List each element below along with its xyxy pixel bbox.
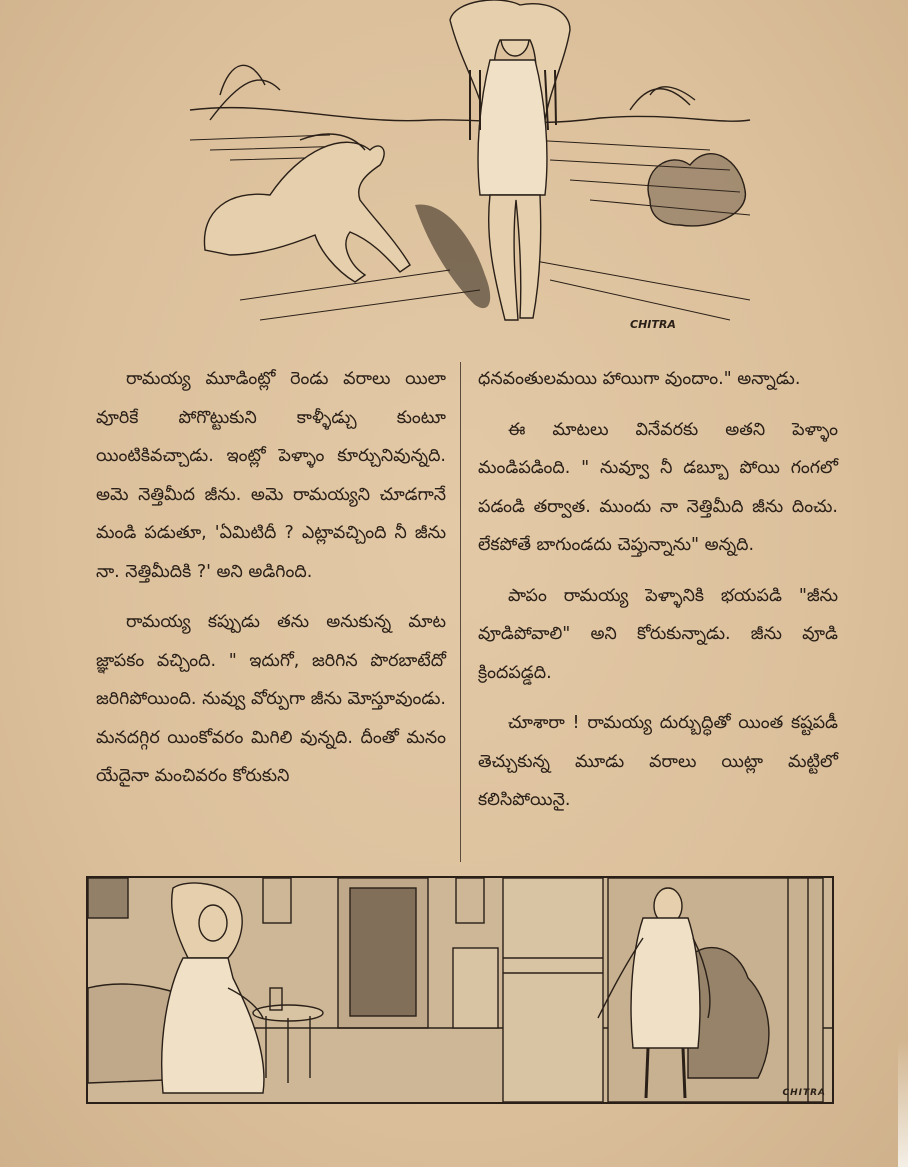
left-paragraph-2: రామయ్య కప్పుడు తను అనుకున్న మాట జ్ఞాపకం వచ్చింది. " ఇదుగో, జరిగిన పొరబాటేదో జరిగిపోయింది. నువ్వు వోర్పుగా జీను మోస్తూవుండు. మనదగ్గిర యింకోవరం మిగిలి వున్నది. దీంతో మనం యేదైనా మంచివరం కోరుకుని — [96, 612, 446, 786]
left-text-column — [96, 360, 446, 808]
left-paragraph-1: రామయ్య మూడింట్లో రెండు వరాలు యిలా వూరికే పోగొట్టుకుని కాళ్ళీడ్చు కుంటూ యింటికివచ్చాడు. ఇంట్లో పెళ్ళాం కూర్చునివున్నది. అమె నెత్తిమీద జీను. అమె రామయ్యని చూడగానే మండి పడుతూ, 'ఏమిటిదీ ? ఎట్లావచ్చింది నీ జీను నా. నెత్తిమీదికి ?' అని అడిగింది. — [96, 369, 446, 582]
right-paragraph-2: ఈ మాటలు వినేవరకు అతని పెళ్ళాం మండిపడింది. " నువ్వూ నీ డబ్బూ పోయి గంగలో పడండి తర్వాత. ముందు నా నెత్తిమీది జీను దించు. లేకపోతే బాగుండదు చెప్తున్నాను" అన్నది. — [478, 419, 838, 555]
right-paragraph-3: పాపం రామయ్య పెళ్ళానికి భయపడి "జీను వూడిపోవాలి" అని కోరుకున్నాడు. జీను వూడి క్రిందపడ్డది. — [478, 585, 838, 683]
right-paragraph-4: చూశారా ! రామయ్య దుర్బుద్ధితో యింత కష్టపడీ తెచ్చుకున్న మూడు వరాలు యిట్లా మట్టిలో కలిసిపోయినై. — [478, 713, 838, 810]
right-paragraph-1: ధనవంతులమయి హాయిగా వుందాం." అన్నాడు. — [478, 369, 801, 389]
top-illustration-signature: CHITRA — [630, 318, 676, 331]
top-illustration — [150, 0, 760, 350]
bottom-illustration-drawing — [88, 878, 832, 1102]
column-divider — [460, 362, 461, 862]
bottom-illustration-signature: CHITRA — [782, 1088, 826, 1098]
bottom-illustration — [86, 876, 834, 1104]
right-text-column — [478, 360, 838, 832]
page-edge-artifact — [898, 1040, 908, 1167]
